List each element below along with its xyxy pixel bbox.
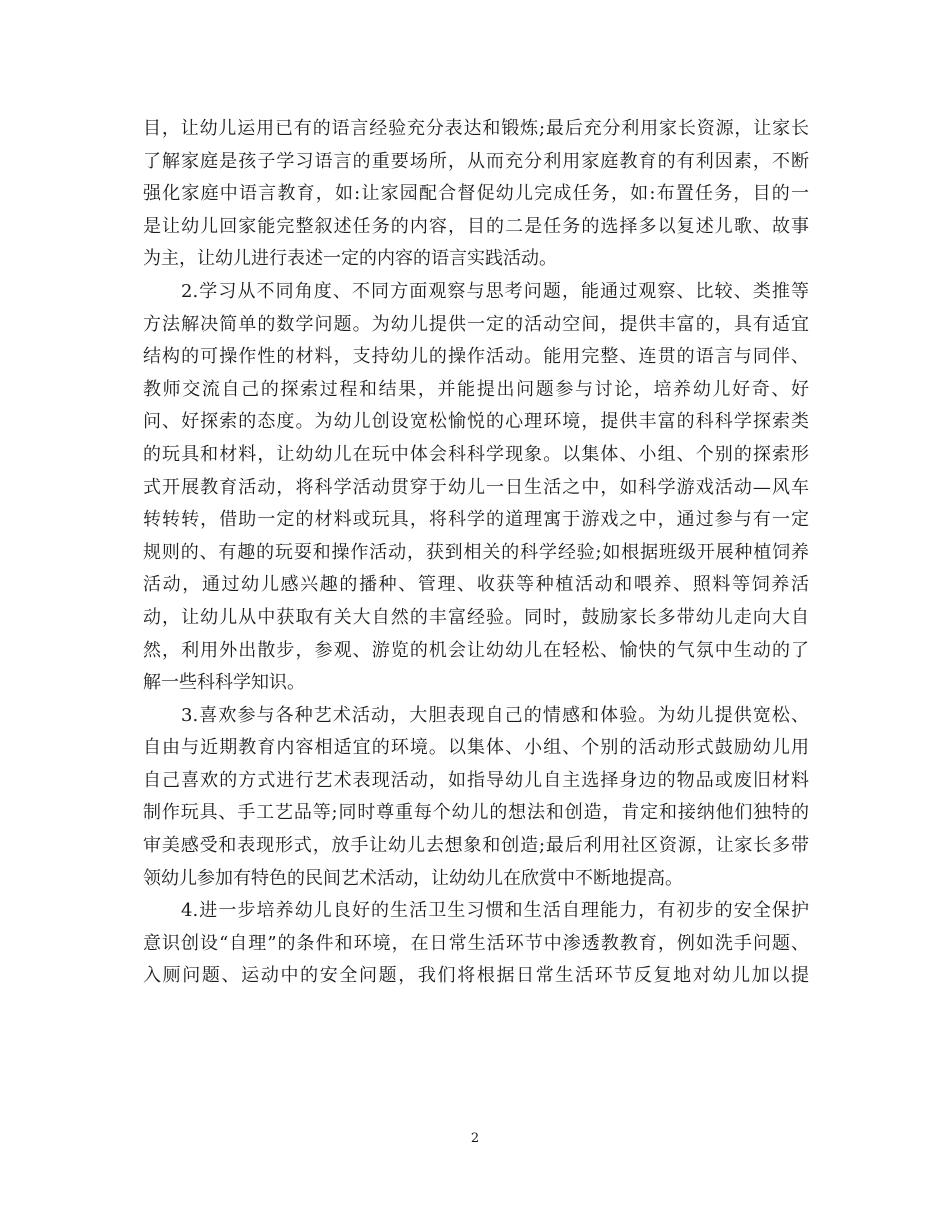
text-line: 2.学习从不同角度、不同方面观察与思考问题，能通过观察、比较、类推等 bbox=[181, 280, 809, 302]
text-line: 活动，通过幼儿感兴趣的播种、管理、收获等种植活动和喂养、照料等饲养活 bbox=[143, 574, 809, 596]
text-line: 目，让幼儿运用已有的语言经验充分表达和锻炼;最后充分利用家长资源，让家长 bbox=[143, 118, 809, 139]
text-line: 的玩具和材料，让幼幼儿在玩中体会科科学现象。以集体、小组、个别的探索形 bbox=[143, 443, 809, 465]
text-line: 然，利用外出散步，参观、游览的机会让幼幼儿在轻松、愉快的气氛中生动的了 bbox=[143, 639, 809, 661]
text-line: 方法解决简单的数学问题。为幼儿提供一定的活动空间，提供丰富的，具有适宜 bbox=[143, 313, 809, 335]
text-line: 动，让幼儿从中获取有关大自然的丰富经验。同时，鼓励家长多带幼儿走向大自 bbox=[143, 606, 809, 628]
text-line: 自由与近期教育内容相适宜的环境。以集体、小组、个别的活动形式鼓励幼儿用 bbox=[143, 737, 809, 759]
text-line: 制作玩具、手工艺品等;同时尊重每个幼儿的想法和创造，肯定和接纳他们独特的 bbox=[143, 802, 809, 824]
text-line: 结构的可操作性的材料，支持幼儿的操作活动。能用完整、连贯的语言与同伴、 bbox=[143, 346, 809, 368]
text-line: 问、好探索的态度。为幼儿创设宽松愉悦的心理环境，提供丰富的科科学探索类 bbox=[143, 411, 809, 433]
text-line: 式开展教育活动，将科学活动贯穿于幼儿一日生活之中，如科学游戏活动—风车 bbox=[143, 476, 809, 498]
text-line: 自己喜欢的方式进行艺术表现活动，如指导幼儿自主选择身边的物品或废旧材料 bbox=[143, 769, 809, 791]
text-line: 了解家庭是孩子学习语言的重要场所，从而充分利用家庭教育的有利因素，不断 bbox=[143, 150, 809, 172]
text-line: 为主，让幼儿进行表述一定的内容的语言实践活动。 bbox=[143, 248, 557, 270]
text-line: 4.进一步培养幼儿良好的生活卫生习惯和生活自理能力，有初步的安全保护 bbox=[181, 900, 809, 922]
text-line: 3.喜欢参与各种艺术活动，大胆表现自己的情感和体验。为幼儿提供宽松、 bbox=[181, 704, 809, 726]
text-line: 教师交流自己的探索过程和结果，并能提出问题参与讨论，培养幼儿好奇、好 bbox=[143, 378, 809, 400]
page-number: 2 bbox=[470, 1131, 480, 1146]
paragraph-language-continued bbox=[143, 113, 809, 276]
paragraph-item-2-science bbox=[143, 276, 809, 700]
text-line: 领幼儿参加有特色的民间艺术活动，让幼幼儿在欣赏中不断地提高。 bbox=[143, 867, 683, 889]
document-body bbox=[143, 113, 809, 993]
text-line: 意识创设“自理”的条件和环境，在日常生活环节中渗透教教育，例如洗手问题、 bbox=[143, 932, 809, 954]
paragraph-item-3-art bbox=[143, 700, 809, 896]
text-line: 审美感受和表现形式，放手让幼儿去想象和创造;最后利用社区资源，让家长多带 bbox=[143, 835, 809, 857]
text-line: 是让幼儿回家能完整叙述任务的内容，目的二是任务的选择多以复述儿歌、故事 bbox=[143, 215, 809, 237]
text-line: 强化家庭中语言教育，如:让家园配合督促幼儿完成任务，如:布置任务，目的一 bbox=[143, 183, 809, 205]
text-line: 规则的、有趣的玩耍和操作活动，获到相关的科学经验;如根据班级开展种植饲养 bbox=[143, 541, 809, 563]
paragraph-item-4-hygiene bbox=[143, 895, 809, 993]
text-line: 解一些科科学知识。 bbox=[143, 672, 305, 694]
text-line: 转转转，借助一定的材料或玩具，将科学的道理寓于游戏之中，通过参与有一定 bbox=[143, 509, 809, 531]
text-line: 入厕问题、运动中的安全问题，我们将根据日常生活环节反复地对幼儿加以提 bbox=[143, 965, 809, 987]
